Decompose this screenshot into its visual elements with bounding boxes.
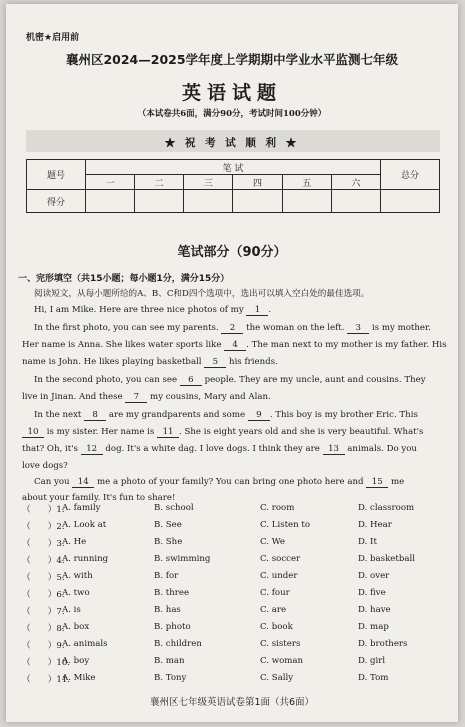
blank-4: 4 <box>224 340 246 351</box>
option-a: A. box <box>62 622 90 632</box>
score-header-total: 总分 <box>381 160 440 190</box>
question-number[interactable]: （ ）7. <box>22 607 65 617</box>
score-cell[interactable] <box>135 190 184 213</box>
part-title: 一、完形填空（共15小题；每小题1分，满分15分） <box>18 274 230 284</box>
exam-page <box>6 4 458 722</box>
option-d: D. classroom <box>358 503 415 513</box>
option-a: A. is <box>62 605 81 615</box>
option-row <box>22 571 442 586</box>
blank-1: 1 <box>246 305 268 316</box>
blank-12: 12 <box>81 444 103 455</box>
blank-2: 2 <box>221 323 243 334</box>
option-row <box>22 537 442 552</box>
score-part-4: 四 <box>233 175 282 190</box>
option-b: B. has <box>154 605 181 615</box>
subject-title: 英语试题 <box>181 82 282 104</box>
passage-line: Hi, I am Mike. Here are three nice photos of my 1 . <box>34 305 272 315</box>
score-header-number: 题号 <box>27 160 86 190</box>
passage-line: live in Jinan. And these 7 my cousins, Mary and Alan. <box>22 392 271 402</box>
blank-8: 8 <box>84 410 106 421</box>
option-c: C. sisters <box>260 639 301 649</box>
passage-line: that? Oh, it's 12 dog. It's a white dag. I love dogs. I think they are 13 animals. Do you <box>22 444 417 454</box>
blank-11: 11 <box>157 427 179 438</box>
blank-9: 9 <box>248 410 270 421</box>
blank-13: 13 <box>323 444 345 455</box>
score-cell[interactable] <box>233 190 282 213</box>
option-c: C. under <box>260 571 298 581</box>
option-b: B. for <box>154 571 179 581</box>
exam-note: （本试卷共6面，满分90分，考试时间100分钟） <box>137 109 327 119</box>
option-a: A. family <box>62 503 101 513</box>
option-row <box>22 656 442 671</box>
score-part-3: 三 <box>184 175 233 190</box>
option-d: D. basketball <box>358 554 415 564</box>
option-a: A. animals <box>62 639 108 649</box>
option-a: A. with <box>62 571 93 581</box>
option-a: A. running <box>62 554 109 564</box>
blank-5: 5 <box>204 357 226 368</box>
option-c: C. four <box>260 588 290 598</box>
question-number[interactable]: （ ）5. <box>22 573 65 583</box>
option-b: B. children <box>154 639 202 649</box>
option-d: D. Hear <box>358 520 392 530</box>
question-number[interactable]: （ ）6. <box>22 590 65 600</box>
option-a: A. boy <box>62 656 90 666</box>
option-c: C. soccer <box>260 554 301 564</box>
option-d: D. five <box>358 588 386 598</box>
option-d: D. map <box>358 622 389 632</box>
option-a: A. Mike <box>62 673 96 683</box>
option-a: A. He <box>62 537 87 547</box>
score-part-1: 一 <box>86 175 135 190</box>
passage-line: In the next 8 are my grandparents and some 9 . This boy is my brother Eric. This <box>34 410 418 420</box>
option-row <box>22 588 442 603</box>
passage-line: about your family. It's fun to share! <box>22 493 176 503</box>
question-number[interactable]: （ ）3. <box>22 539 65 549</box>
question-number[interactable]: （ ）10. <box>22 658 71 668</box>
blank-15: 15 <box>366 477 388 488</box>
question-number[interactable]: （ ）9. <box>22 641 65 651</box>
option-b: B. photo <box>154 622 191 632</box>
option-b: B. Tony <box>154 673 187 683</box>
option-b: B. See <box>154 520 182 530</box>
blank-10: 10 <box>22 427 44 438</box>
option-a: A. Look at <box>62 520 107 530</box>
passage-line: 10 is my sister. Her name is 11 . She is eight years old and she is very beautiful. What's <box>22 427 423 438</box>
option-c: C. Listen to <box>260 520 311 530</box>
option-b: B. three <box>154 588 190 598</box>
option-c: C. Sally <box>260 673 294 683</box>
passage-line: Her name is Anna. She likes water sports like 4 . The man next to my mother is my father. His <box>22 340 447 350</box>
question-number[interactable]: （ ）2. <box>22 522 65 532</box>
section-title: 笔试部分（90分） <box>177 245 287 260</box>
score-part-5: 五 <box>282 175 331 190</box>
option-d: D. brothers <box>358 639 408 649</box>
question-number[interactable]: （ ）8. <box>22 624 65 634</box>
score-part-6: 六 <box>331 175 380 190</box>
passage-line: In the first photo, you can see my parents. 2 the woman on the left. 3 is my mother. <box>34 323 431 333</box>
blank-3: 3 <box>347 323 369 334</box>
option-row <box>22 520 442 535</box>
question-number[interactable]: （ ）4. <box>22 556 65 566</box>
confidential-label: 机密★启用前 <box>26 33 80 43</box>
wish-text: ★ 祝 考 试 顺 利 ★ <box>164 137 300 149</box>
score-table <box>26 159 440 213</box>
option-row <box>22 622 442 637</box>
option-b: B. swimming <box>154 554 211 564</box>
option-d: D. It <box>358 537 377 547</box>
option-row <box>22 673 442 688</box>
score-cell[interactable] <box>331 190 380 213</box>
option-b: B. man <box>154 656 185 666</box>
score-row-label: 得分 <box>27 190 86 213</box>
exam-title: 襄州区2024—2025学年度上学期期中学业水平监测七年级 <box>65 52 399 67</box>
instruction-text: 阅读短文，从每小题所给的A、B、C和D四个选项中，选出可以填入空白处的最佳选项。 <box>34 289 370 299</box>
blank-7: 7 <box>125 392 147 403</box>
option-row <box>22 639 442 654</box>
option-b: B. She <box>154 537 183 547</box>
question-number[interactable]: （ ）1. <box>22 505 65 515</box>
passage-line: In the second photo, you can see 6 people. They are my uncle, aunt and cousins. They <box>34 375 426 385</box>
page-footer: 襄州区七年级英语试卷第1面（共6面） <box>149 697 315 708</box>
passage-line: love dogs? <box>22 461 68 471</box>
score-header-written: 笔 试 <box>86 160 381 175</box>
option-d: D. have <box>358 605 391 615</box>
option-a: A. two <box>62 588 90 598</box>
option-d: D. girl <box>358 656 386 666</box>
score-cell[interactable] <box>282 190 331 213</box>
score-cell[interactable] <box>86 190 135 213</box>
option-c: C. room <box>260 503 295 513</box>
option-c: C. are <box>260 605 287 615</box>
score-cell[interactable] <box>381 190 440 213</box>
option-b: B. school <box>154 503 194 513</box>
option-c: C. book <box>260 622 293 632</box>
option-c: C. woman <box>260 656 304 666</box>
blank-6: 6 <box>180 375 202 386</box>
option-c: C. We <box>260 537 285 547</box>
score-cell[interactable] <box>184 190 233 213</box>
option-d: D. over <box>358 571 390 581</box>
option-row <box>22 554 442 569</box>
option-row <box>22 605 442 620</box>
passage-line: Can you 14 me a photo of your family? You can bring one photo here and 15 me <box>34 477 405 487</box>
question-number[interactable]: （ ）11. <box>22 675 71 685</box>
score-part-2: 二 <box>135 175 184 190</box>
passage-line: name is John. He likes playing basketball 5 his friends. <box>22 357 278 367</box>
blank-14: 14 <box>72 477 94 488</box>
option-d: D. Tom <box>358 673 389 683</box>
option-row <box>22 503 442 518</box>
